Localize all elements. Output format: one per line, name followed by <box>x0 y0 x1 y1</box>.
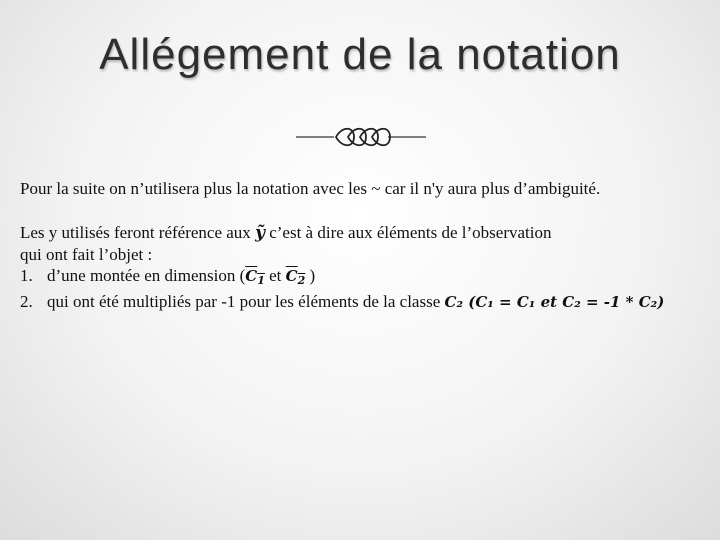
math-expression: C₂ (C₁ = C₁ et C₂ = -1 * C₂) <box>444 293 665 311</box>
slide-title: Allégement de la notation <box>99 30 621 79</box>
slide-body <box>20 178 710 313</box>
list-number: 2. <box>20 292 33 311</box>
paragraph-continuation: qui ont fait l’objet : <box>20 245 153 264</box>
math-c2: $C_2$ <box>285 267 306 287</box>
list-item-2 <box>20 291 710 313</box>
paragraph-references <box>20 222 710 244</box>
closing-paren: ) <box>305 266 316 285</box>
list-number: 1. <box>20 266 33 285</box>
list-item-text: d’une montée en dimension ( <box>47 266 246 285</box>
conjunction: et <box>264 266 286 285</box>
y-tilde-symbol: ỹ <box>255 223 265 243</box>
paragraph-notation: Pour la suite on n’utilisera plus la notation avec les ~ car il n'y aura plus d’ambiguité. <box>20 179 601 198</box>
paragraph-text-start: Les y utilisés feront référence aux <box>20 223 256 242</box>
math-c1: $C_1$ <box>245 267 265 287</box>
paragraph-text-end: c’est à dire aux éléments de l’observation <box>264 223 552 242</box>
list-item-1 <box>20 265 710 291</box>
decorative-divider-ornament <box>296 124 426 150</box>
list-item-text: qui ont été multipliés par -1 pour les éléments de la classe <box>47 292 445 311</box>
